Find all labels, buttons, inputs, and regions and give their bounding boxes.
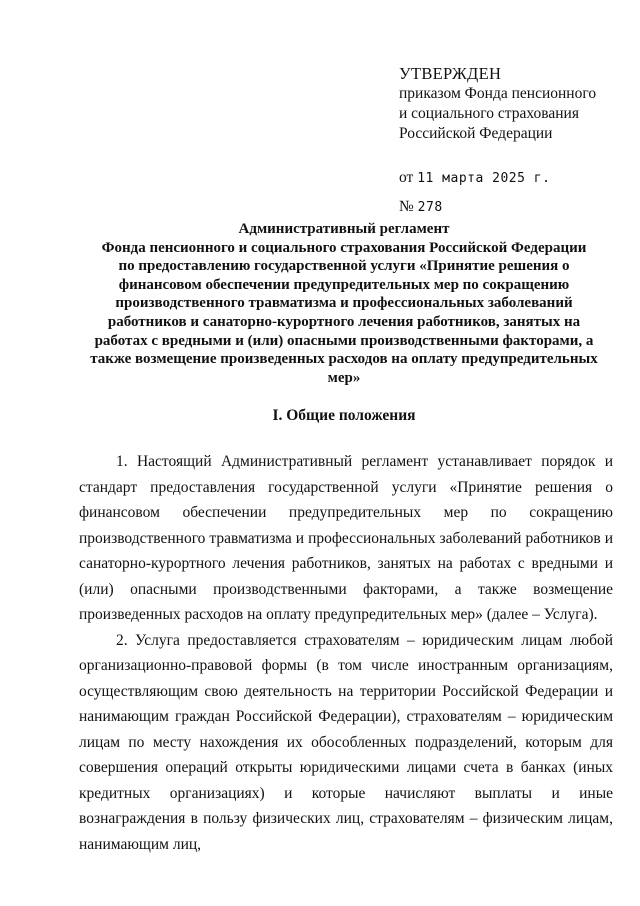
approval-date [399, 168, 619, 189]
document-title-line: мер» [327, 369, 361, 386]
paragraph: 2. Услуга предоставляется страхователям – юридическим лицам любой организационно-правовой формы (в том числе иностранным организациям, осуществляющим свою деятельность на территории Российской Федерации и нанимающим граждан Российской Федерации), страхователям – юридическим лицам по месту нахождения их обособленных подразделений, которым для совершения операций открыты юридическими лицами счета в банках (иных кредитных организациях) и которые начисляют выплаты и иные вознаграждения в пользу физических лиц, страхователям – физическим лицам, нанимающим лиц, [79, 631, 613, 853]
section-heading: I. Общие положения [272, 407, 416, 424]
approval-date-prefix: от [399, 169, 414, 186]
approval-number-prefix: № [399, 198, 414, 215]
paragraph: 1. Настоящий Административный регламент устанавливает порядок и стандарт предоставления государственной услуги «Принятие решения о финансовом обеспечении предупредительных мер по сокращению производственного травматизма и профессиональных заболеваний работников и санаторно-курортного лечения работников, занятых на работах с вредными и (или) опасными производственными факторами, а также возмещение произведенных расходов на оплату предупредительных мер» (далее – Услуга). [79, 453, 613, 623]
approval-number-value: 278 [417, 200, 443, 215]
approval-number [399, 197, 619, 218]
approval-line: приказом Фонда пенсионного [399, 85, 597, 102]
document-title-line: Административный регламент [238, 221, 450, 237]
approval-date-value: 11 марта 2025 г. [417, 171, 551, 186]
approval-title: УТВЕРЖДЕН [399, 64, 502, 83]
document-body [79, 449, 613, 857]
document-title-line: финансовом обеспечении предупредительных мер по сокращению [118, 276, 570, 293]
document-title-line: производственного травматизма и профессиональных заболеваний [115, 295, 573, 312]
document-title-line: Фонда пенсионного и социального страхования Российской Федерации [101, 239, 587, 256]
document-title-line: работах с вредными и (или) опасными производственными факторами, а [94, 332, 594, 349]
document-title [70, 220, 618, 387]
document-title-line: работников и санаторно-курортного лечения работников, занятых на [107, 313, 581, 330]
approval-line: Российской Федерации [399, 125, 553, 142]
approval-line: и социального страхования [399, 105, 579, 122]
approval-stamp [399, 64, 619, 218]
document-title-line: также возмещение произведенных расходов на оплату предупредительных [90, 351, 598, 368]
document-title-line: по предоставлению государственной услуги «Принятие решения о [118, 258, 570, 275]
